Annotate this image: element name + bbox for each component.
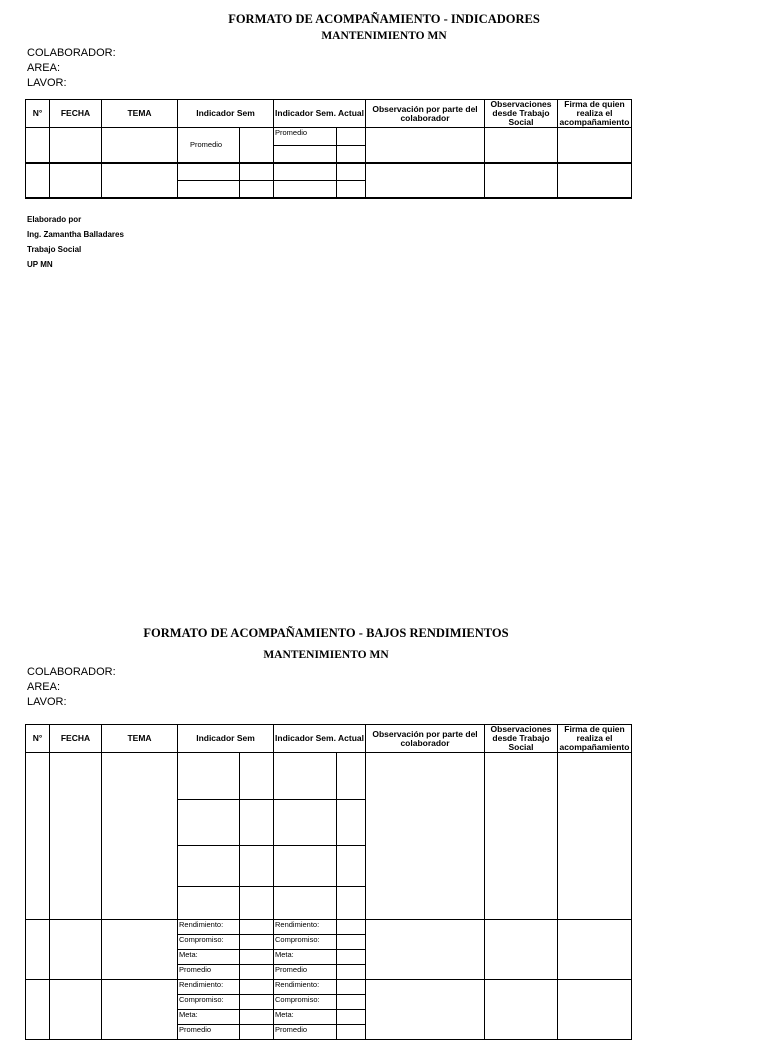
table-cell[interactable]	[102, 128, 178, 163]
sublabel-compromiso: Compromiso:	[274, 935, 337, 950]
table-cell[interactable]	[274, 846, 337, 887]
sublabel-meta: Meta:	[178, 1010, 240, 1025]
table-cell[interactable]	[178, 163, 240, 181]
table-cell[interactable]	[558, 753, 632, 920]
table-cell[interactable]	[337, 995, 366, 1010]
table-cell[interactable]	[240, 128, 274, 163]
col-observaciones-trabajo-social: Observaciones desde Trabajo Social	[485, 100, 558, 128]
col-indicador-sem: Indicador Sem	[178, 100, 274, 128]
sublabel-compromiso: Compromiso:	[274, 995, 337, 1010]
sublabel-meta: Meta:	[274, 1010, 337, 1025]
form1-field-area: AREA:	[27, 62, 61, 74]
table-cell[interactable]	[240, 935, 274, 950]
table-cell[interactable]	[240, 1010, 274, 1025]
table-cell[interactable]	[102, 920, 178, 980]
table-cell[interactable]	[240, 800, 274, 846]
sublabel-meta: Meta:	[274, 950, 337, 965]
credits-unit: UP MN	[27, 260, 53, 269]
table-cell[interactable]	[240, 846, 274, 887]
table-cell[interactable]	[337, 1025, 366, 1040]
table-cell[interactable]	[240, 753, 274, 800]
table-cell[interactable]	[26, 163, 50, 198]
table-cell[interactable]	[50, 163, 102, 198]
form2-table	[25, 724, 632, 1040]
table-cell[interactable]	[485, 163, 558, 198]
col-observacion-colaborador: Observación por parte del colaborador	[366, 725, 485, 753]
col-indicador-sem: Indicador Sem	[178, 725, 274, 753]
col-fecha: FECHA	[50, 725, 102, 753]
table-cell[interactable]	[178, 887, 240, 920]
table-cell[interactable]	[366, 920, 485, 980]
sublabel-rendimiento: Rendimiento:	[178, 920, 240, 935]
table-cell[interactable]	[240, 887, 274, 920]
table-cell[interactable]	[366, 163, 485, 198]
col-observaciones-trabajo-social: Observaciones desde Trabajo Social	[485, 725, 558, 753]
table-cell[interactable]	[337, 887, 366, 920]
table-cell[interactable]	[240, 980, 274, 995]
credits-block	[27, 212, 124, 272]
sublabel-compromiso: Compromiso:	[178, 995, 240, 1010]
table-cell[interactable]	[337, 146, 366, 163]
table-cell[interactable]	[50, 980, 102, 1040]
table-cell[interactable]	[337, 980, 366, 995]
form1-field-lavor: LAVOR:	[27, 77, 67, 89]
table-cell[interactable]	[50, 920, 102, 980]
table-cell[interactable]	[337, 128, 366, 146]
table-cell[interactable]	[240, 1025, 274, 1040]
sublabel-meta: Meta:	[178, 950, 240, 965]
table-cell[interactable]	[337, 1010, 366, 1025]
table-cell[interactable]	[178, 181, 240, 198]
table-cell[interactable]	[178, 800, 240, 846]
table-cell[interactable]	[274, 887, 337, 920]
col-indicador-sem-actual: Indicador Sem. Actual	[274, 725, 366, 753]
table-cell[interactable]	[485, 753, 558, 920]
table-cell[interactable]	[102, 980, 178, 1040]
table-cell[interactable]	[337, 950, 366, 965]
cell-promedio: Promedio	[274, 128, 337, 146]
table-cell[interactable]	[240, 950, 274, 965]
table-cell[interactable]	[26, 980, 50, 1040]
col-observacion-colaborador: Observación por parte del colaborador	[366, 100, 485, 128]
credits-author: Ing. Zamantha Balladares	[27, 230, 124, 239]
table-cell[interactable]	[558, 920, 632, 980]
table-cell[interactable]	[274, 146, 337, 163]
col-firma: Firma de quien realiza el acompañamiento	[558, 725, 632, 753]
sublabel-promedio: Promedio	[274, 1025, 337, 1040]
table-cell[interactable]	[178, 846, 240, 887]
table-cell[interactable]	[240, 965, 274, 980]
form1-table	[25, 99, 632, 199]
sublabel-promedio: Promedio	[274, 965, 337, 980]
table-cell[interactable]	[337, 163, 366, 181]
table-cell[interactable]	[337, 753, 366, 800]
form1-title: FORMATO DE ACOMPAÑAMIENTO - INDICADORES	[228, 12, 540, 26]
table-cell[interactable]	[102, 163, 178, 198]
col-firma: Firma de quien realiza el acompañamiento	[558, 100, 632, 128]
table-cell[interactable]	[274, 753, 337, 800]
table-cell[interactable]	[274, 163, 337, 181]
col-fecha: FECHA	[50, 100, 102, 128]
table-cell[interactable]	[366, 980, 485, 1040]
table-cell[interactable]	[274, 800, 337, 846]
table-cell[interactable]	[558, 128, 632, 163]
table-cell[interactable]	[558, 163, 632, 198]
table-cell[interactable]	[26, 753, 50, 920]
sublabel-compromiso: Compromiso:	[178, 935, 240, 950]
table-cell[interactable]	[274, 181, 337, 198]
col-tema: TEMA	[102, 725, 178, 753]
table-cell[interactable]	[337, 965, 366, 980]
sublabel-promedio: Promedio	[178, 965, 240, 980]
table-cell[interactable]	[240, 995, 274, 1010]
table-cell[interactable]	[366, 753, 485, 920]
col-numero: N°	[26, 725, 50, 753]
table-cell[interactable]	[26, 920, 50, 980]
table-cell[interactable]	[558, 980, 632, 1040]
table-cell[interactable]	[240, 181, 274, 198]
form2-field-area: AREA:	[27, 681, 61, 693]
table-cell[interactable]	[240, 920, 274, 935]
form2-title: FORMATO DE ACOMPAÑAMIENTO - BAJOS RENDIMIENTOS	[143, 626, 509, 640]
table-cell[interactable]	[337, 181, 366, 198]
table-cell[interactable]	[485, 920, 558, 980]
form2-field-lavor: LAVOR:	[27, 696, 67, 708]
col-numero: N°	[26, 100, 50, 128]
sublabel-rendimiento: Rendimiento:	[274, 980, 337, 995]
col-indicador-sem-actual: Indicador Sem. Actual	[274, 100, 366, 128]
table-cell[interactable]	[337, 935, 366, 950]
table-cell[interactable]	[240, 163, 274, 181]
sublabel-promedio: Promedio	[178, 1025, 240, 1040]
sublabel-rendimiento: Rendimiento:	[274, 920, 337, 935]
table-cell[interactable]	[485, 128, 558, 163]
table-cell[interactable]	[50, 753, 102, 920]
table-cell[interactable]	[102, 753, 178, 920]
col-tema: TEMA	[102, 100, 178, 128]
table-cell[interactable]	[50, 128, 102, 163]
sublabel-rendimiento: Rendimiento:	[178, 980, 240, 995]
credits-department: Trabajo Social	[27, 245, 82, 254]
credits-elaborado-por: Elaborado por	[27, 215, 82, 224]
table-cell[interactable]	[366, 128, 485, 163]
table-cell[interactable]	[485, 980, 558, 1040]
table-cell[interactable]	[178, 753, 240, 800]
form2-field-colaborador: COLABORADOR:	[27, 666, 116, 678]
cell-promedio: Promedio	[178, 128, 240, 163]
table-cell[interactable]	[337, 846, 366, 887]
table-cell[interactable]	[337, 920, 366, 935]
form1-subtitle: MANTENIMIENTO MN	[321, 30, 447, 42]
table-cell[interactable]	[337, 800, 366, 846]
table-cell[interactable]	[26, 128, 50, 163]
form2-subtitle: MANTENIMIENTO MN	[263, 649, 389, 661]
form1-field-colaborador: COLABORADOR:	[27, 47, 116, 59]
